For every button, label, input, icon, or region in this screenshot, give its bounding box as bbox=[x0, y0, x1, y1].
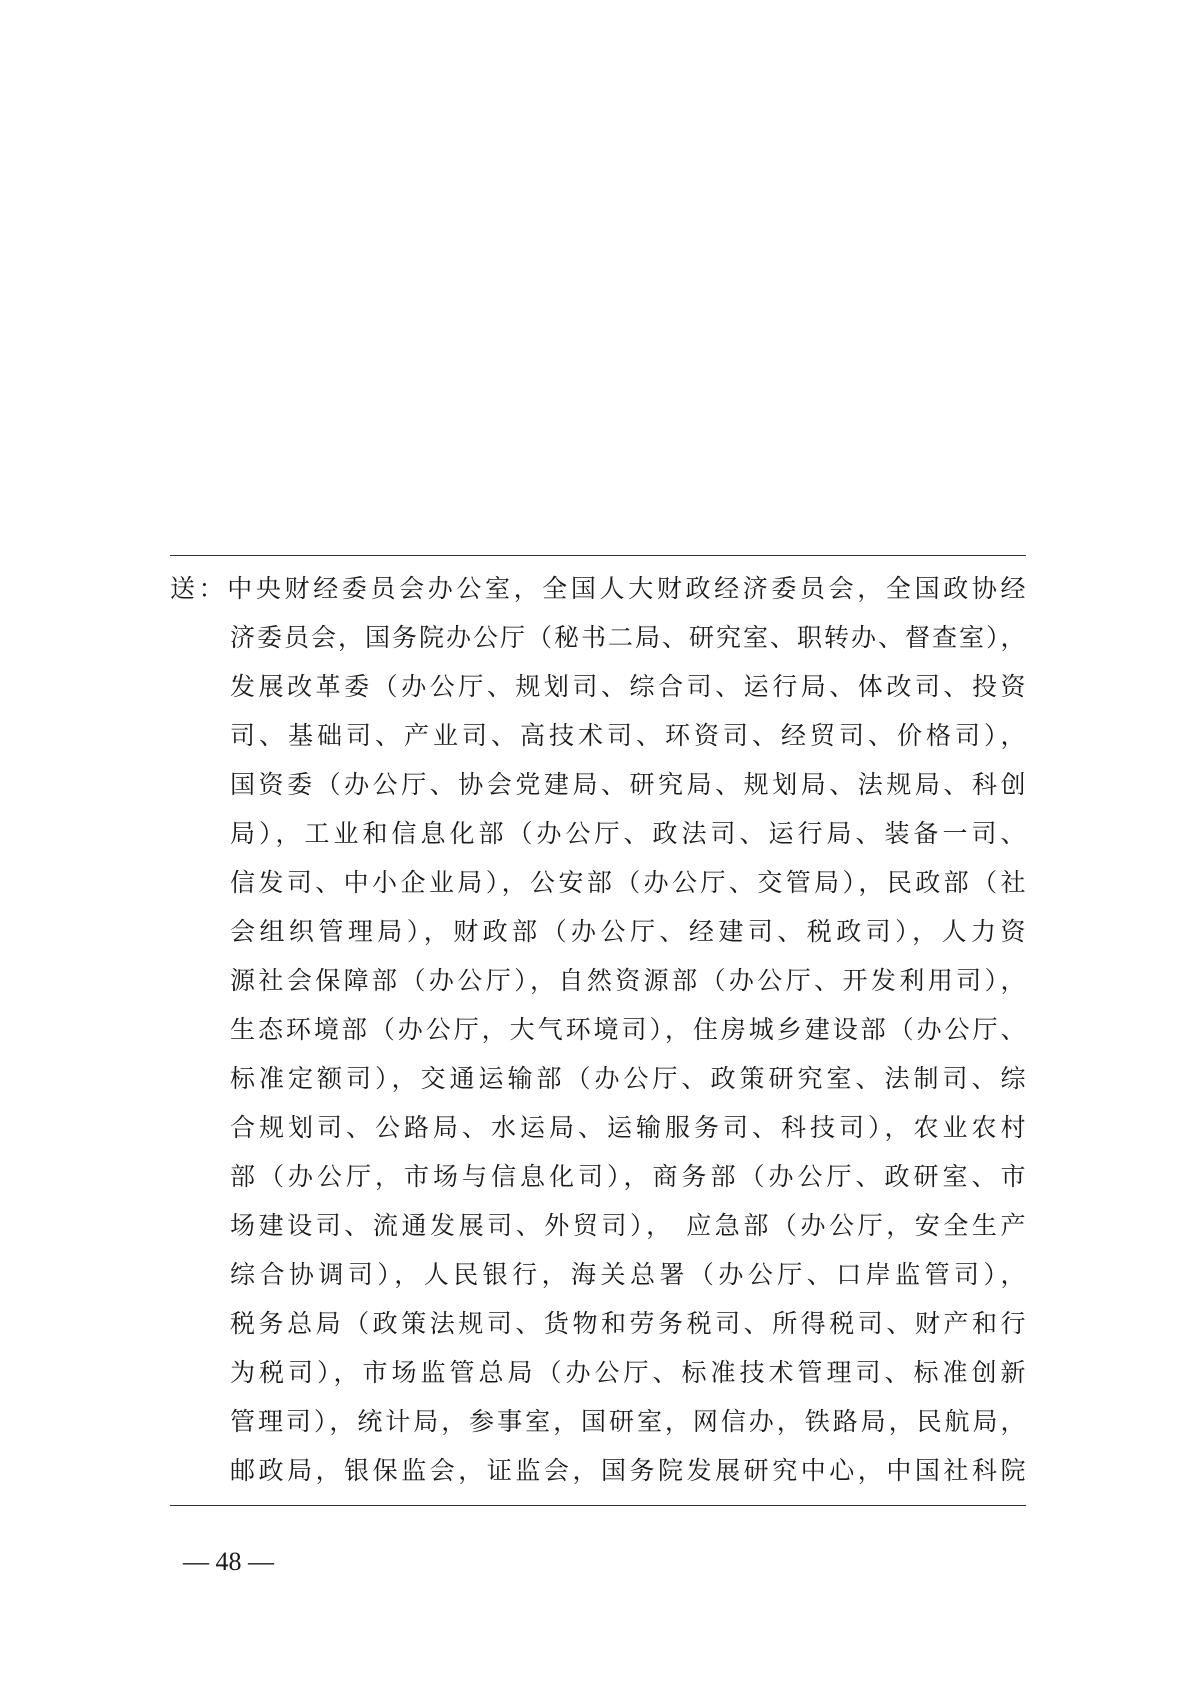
distribution-line: 标准定额司），交通运输部（办公厅、政策研究室、法制司、综 bbox=[230, 1064, 1026, 1093]
distribution-line: 邮政局，银保监会，证监会，国务院发展研究中心，中国社科院 bbox=[230, 1456, 1026, 1485]
distribution-line: 合规划司、公路局、水运局、运输服务司、科技司），农业农村 bbox=[230, 1113, 1026, 1142]
bottom-divider bbox=[170, 1505, 1026, 1506]
distribution-line bbox=[170, 564, 1026, 613]
distribution-line: 会组织管理局），财政部（办公厅、经建司、税政司），人力资 bbox=[230, 917, 1026, 946]
distribution-line: 司、基础司、产业司、高技术司、环资司、经贸司、价格司）， bbox=[230, 721, 1026, 750]
distribution-label: 送： bbox=[170, 574, 228, 603]
distribution-line: 场建设司、流通发展司、外贸司）， 应急部（办公厅，安全生产 bbox=[230, 1211, 1026, 1240]
distribution-list bbox=[170, 555, 1026, 1506]
distribution-line: 生态环境部（办公厅，大气环境司），住房城乡建设部（办公厅、 bbox=[230, 1015, 1026, 1044]
distribution-line: 发展改革委（办公厅、规划司、综合司、运行局、体改司、投资 bbox=[230, 672, 1026, 701]
distribution-line: 部（办公厅，市场与信息化司），商务部（办公厅、政研室、市 bbox=[230, 1162, 1026, 1191]
page-number: — 48 — bbox=[183, 1547, 274, 1576]
distribution-line: 综合协调司），人民银行，海关总署（办公厅、口岸监管司）， bbox=[230, 1260, 1026, 1289]
distribution-line: 管理司），统计局，参事室，国研室，网信办，铁路局，民航局， bbox=[230, 1407, 1026, 1436]
distribution-line: 税务总局（政策法规司、货物和劳务税司、所得税司、财产和行 bbox=[230, 1309, 1026, 1338]
distribution-line: 国资委（办公厅、协会党建局、研究局、规划局、法规局、科创 bbox=[230, 770, 1026, 799]
distribution-line: 信发司、中小企业局），公安部（办公厅、交管局），民政部（社 bbox=[230, 868, 1026, 897]
distribution-line: 济委员会，国务院办公厅（秘书二局、研究室、职转办、督查室）， bbox=[230, 623, 1026, 652]
distribution-line: 源社会保障部（办公厅），自然资源部（办公厅、开发利用司）， bbox=[230, 966, 1026, 995]
distribution-text: 中央财经委员会办公室，全国人大财政经济委员会，全国政协经 bbox=[227, 574, 1026, 603]
distribution-line: 为税司），市场监管总局（办公厅、标准技术管理司、标准创新 bbox=[230, 1358, 1026, 1387]
distribution-lines bbox=[170, 556, 1026, 1505]
distribution-line: 局），工业和信息化部（办公厅、政法司、运行局、装备一司、 bbox=[230, 819, 1026, 848]
